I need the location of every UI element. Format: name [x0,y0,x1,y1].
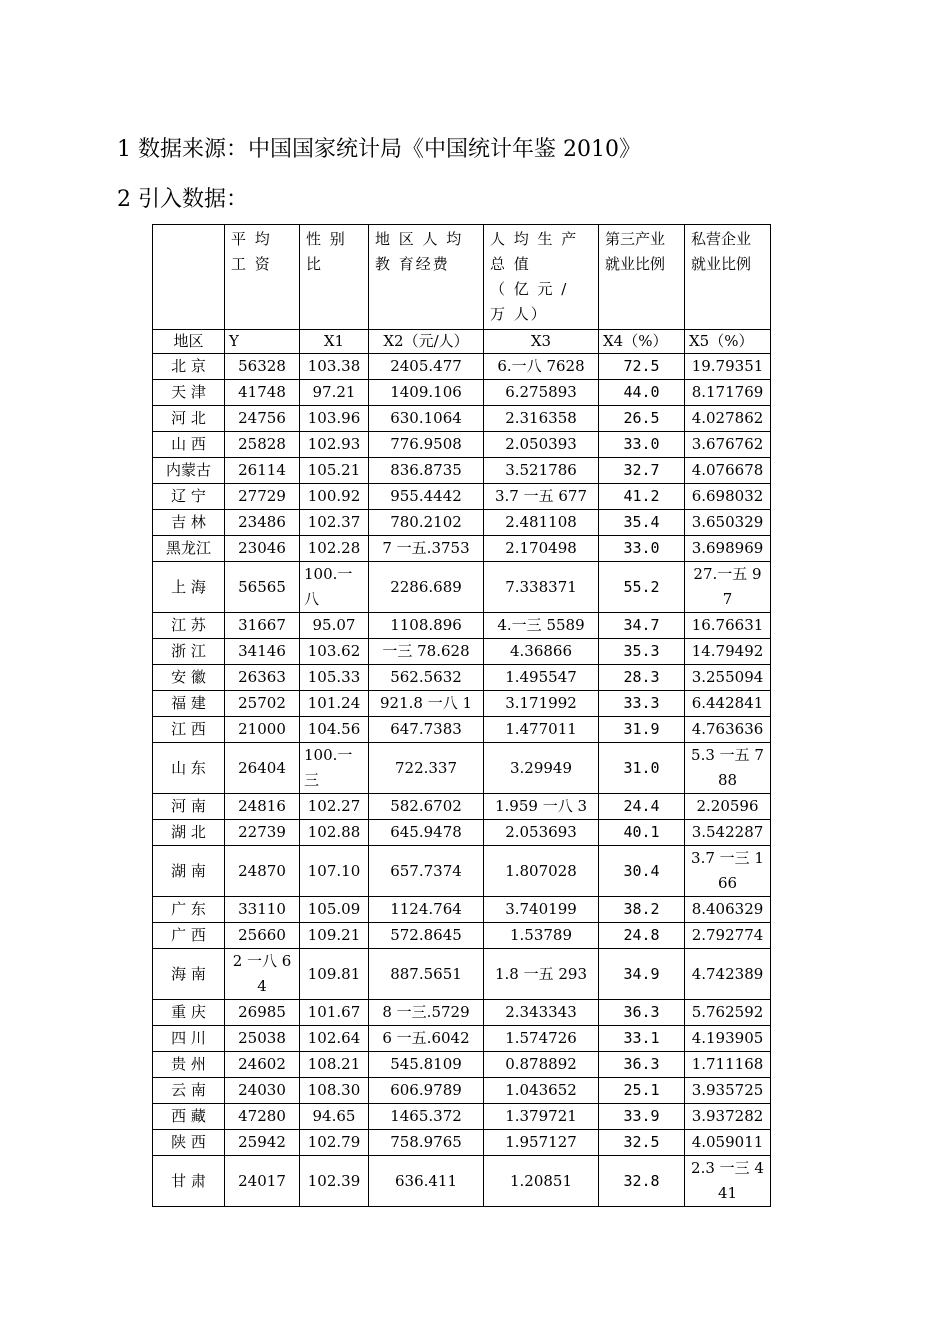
region-cell: 湖 北 [153,820,225,846]
region-cell: 甘 肃 [153,1156,225,1207]
wage-cell: 25702 [225,691,300,717]
wage-cell: 21000 [225,717,300,743]
sex-ratio-cell: 108.21 [300,1052,369,1078]
private-cell: 1.711168 [685,1052,771,1078]
region-cell: 四 川 [153,1026,225,1052]
sex-ratio-cell: 103.62 [300,639,369,665]
region-cell: 广 东 [153,897,225,923]
tertiary-cell: 24.8 [599,923,685,949]
wage-cell: 24870 [225,846,300,897]
private-cell: 8.171769 [685,380,771,406]
table-row [153,820,771,846]
region-cell: 湖 南 [153,846,225,897]
education-cell: 630.1064 [369,406,484,432]
private-cell: 5.3 一五 788 [685,743,771,794]
sex-ratio-cell: 94.65 [300,1104,369,1130]
private-cell: 27.一五 97 [685,562,771,613]
private-cell: 3.542287 [685,820,771,846]
header-cell-wage: 平 均 工 资 [225,225,300,330]
sex-ratio-cell: 105.09 [300,897,369,923]
education-cell: 2286.689 [369,562,484,613]
header-row [153,225,771,330]
table-row [153,1078,771,1104]
tertiary-cell: 40.1 [599,820,685,846]
wage-cell: 25038 [225,1026,300,1052]
gdp-cell: 1.8 一五 293 [484,949,599,1000]
sex-ratio-cell: 103.96 [300,406,369,432]
private-cell: 6.442841 [685,691,771,717]
private-cell: 2.3 一三 441 [685,1156,771,1207]
gdp-cell: 2.481108 [484,510,599,536]
education-cell: 606.9789 [369,1078,484,1104]
table-row [153,458,771,484]
education-cell: 647.7383 [369,717,484,743]
education-cell: 562.5632 [369,665,484,691]
education-cell: 7 一五.3753 [369,536,484,562]
education-cell: 758.9765 [369,1130,484,1156]
gdp-cell: 3.740199 [484,897,599,923]
region-cell: 天 津 [153,380,225,406]
private-cell: 4.742389 [685,949,771,1000]
private-cell: 5.762592 [685,1000,771,1026]
wage-cell: 34146 [225,639,300,665]
wage-cell: 41748 [225,380,300,406]
table-row [153,743,771,794]
wage-cell: 31667 [225,613,300,639]
tertiary-cell: 30.4 [599,846,685,897]
private-cell: 4.763636 [685,717,771,743]
table-row [153,639,771,665]
education-cell: 8 一三.5729 [369,1000,484,1026]
private-cell: 19.79351 [685,354,771,380]
header-cell-region [153,225,225,330]
region-cell: 吉 林 [153,510,225,536]
sex-ratio-cell: 100.一三 [300,743,369,794]
tertiary-cell: 34.7 [599,613,685,639]
private-cell: 8.406329 [685,897,771,923]
tertiary-cell: 26.5 [599,406,685,432]
gdp-cell: 7.338371 [484,562,599,613]
header-cell-sex-ratio: 性 别 比 [300,225,369,330]
gdp-cell: 6.275893 [484,380,599,406]
wage-cell: 24030 [225,1078,300,1104]
education-cell: 2405.477 [369,354,484,380]
table-row [153,510,771,536]
education-cell: 572.8645 [369,923,484,949]
region-cell: 重 庆 [153,1000,225,1026]
private-cell: 3.650329 [685,510,771,536]
region-cell: 陕 西 [153,1130,225,1156]
education-cell: 776.9508 [369,432,484,458]
header-cell-tertiary: 第三产业就业比例 [599,225,685,330]
table-row [153,613,771,639]
region-cell: 江 苏 [153,613,225,639]
region-cell: 福 建 [153,691,225,717]
table-row [153,717,771,743]
tertiary-cell: 33.3 [599,691,685,717]
gdp-cell: 1.53789 [484,923,599,949]
region-cell: 山 西 [153,432,225,458]
education-cell: 1409.106 [369,380,484,406]
data-table [152,224,771,1207]
region-cell: 广 西 [153,923,225,949]
sex-ratio-cell: 100.92 [300,484,369,510]
private-cell: 14.79492 [685,639,771,665]
gdp-cell: 2.170498 [484,536,599,562]
wage-cell: 24816 [225,794,300,820]
gdp-cell: 0.878892 [484,1052,599,1078]
region-cell: 安 徽 [153,665,225,691]
education-cell: 1465.372 [369,1104,484,1130]
education-cell: 887.5651 [369,949,484,1000]
region-cell: 贵 州 [153,1052,225,1078]
sex-ratio-cell: 109.81 [300,949,369,1000]
tertiary-cell: 34.9 [599,949,685,1000]
table-row [153,923,771,949]
table-row [153,846,771,897]
region-cell: 海 南 [153,949,225,1000]
gdp-cell: 1.957127 [484,1130,599,1156]
sex-ratio-cell: 102.39 [300,1156,369,1207]
gdp-cell: 2.316358 [484,406,599,432]
sex-ratio-cell: 109.21 [300,923,369,949]
private-cell: 6.698032 [685,484,771,510]
subheader-cell: X1 [300,330,369,354]
tertiary-cell: 32.8 [599,1156,685,1207]
private-cell: 4.027862 [685,406,771,432]
education-cell: 836.8735 [369,458,484,484]
table-row [153,794,771,820]
table-row [153,897,771,923]
education-cell: 722.337 [369,743,484,794]
region-cell: 河 北 [153,406,225,432]
education-cell: 582.6702 [369,794,484,820]
sex-ratio-cell: 97.21 [300,380,369,406]
wage-cell: 23486 [225,510,300,536]
wage-cell: 25942 [225,1130,300,1156]
tertiary-cell: 72.5 [599,354,685,380]
wage-cell: 27729 [225,484,300,510]
gdp-cell: 2.050393 [484,432,599,458]
region-cell: 内蒙古 [153,458,225,484]
wage-cell: 26985 [225,1000,300,1026]
table-row [153,1156,771,1207]
table-row [153,536,771,562]
education-cell: 1108.896 [369,613,484,639]
table-row [153,1104,771,1130]
sex-ratio-cell: 105.21 [300,458,369,484]
subheader-cell: Y [225,330,300,354]
wage-cell: 24756 [225,406,300,432]
source-heading: 1 数据来源：中国国家统计局《中国统计年鉴 2010》 [117,137,641,162]
region-cell: 北 京 [153,354,225,380]
sex-ratio-cell: 104.56 [300,717,369,743]
gdp-cell: 3.171992 [484,691,599,717]
header-cell-private: 私营企业就业比例 [685,225,771,330]
region-cell: 黑龙江 [153,536,225,562]
private-cell: 2.20596 [685,794,771,820]
tertiary-cell: 32.5 [599,1130,685,1156]
sex-ratio-cell: 102.37 [300,510,369,536]
wage-cell: 26114 [225,458,300,484]
tertiary-cell: 24.4 [599,794,685,820]
private-cell: 3.7 一三 166 [685,846,771,897]
table-row [153,354,771,380]
private-cell: 16.76631 [685,613,771,639]
tertiary-cell: 33.9 [599,1104,685,1130]
tertiary-cell: 55.2 [599,562,685,613]
gdp-cell: 4.36866 [484,639,599,665]
private-cell: 3.698969 [685,536,771,562]
private-cell: 3.937282 [685,1104,771,1130]
wage-cell: 24602 [225,1052,300,1078]
tertiary-cell: 28.3 [599,665,685,691]
gdp-cell: 1.477011 [484,717,599,743]
sex-ratio-cell: 102.93 [300,432,369,458]
wage-cell: 56328 [225,354,300,380]
tertiary-cell: 32.7 [599,458,685,484]
table-row [153,1130,771,1156]
wage-cell: 26404 [225,743,300,794]
wage-cell: 2 一八 64 [225,949,300,1000]
tertiary-cell: 44.0 [599,380,685,406]
sex-ratio-cell: 101.24 [300,691,369,717]
subheader-cell: X4（%） [599,330,685,354]
subheader-cell: X3 [484,330,599,354]
tertiary-cell: 25.1 [599,1078,685,1104]
wage-cell: 24017 [225,1156,300,1207]
education-cell: 921.8 一八 1 [369,691,484,717]
table-row [153,406,771,432]
table-row [153,1052,771,1078]
sex-ratio-cell: 102.64 [300,1026,369,1052]
gdp-cell: 1.807028 [484,846,599,897]
sex-ratio-cell: 102.27 [300,794,369,820]
sex-ratio-cell: 108.30 [300,1078,369,1104]
gdp-cell: 6.一八 7628 [484,354,599,380]
gdp-cell: 1.379721 [484,1104,599,1130]
sex-ratio-cell: 95.07 [300,613,369,639]
header-cell-gdp: 人 均 生 产 总 值 （ 亿 元 / 万 人） [484,225,599,330]
table-row [153,484,771,510]
tertiary-cell: 33.0 [599,432,685,458]
tertiary-cell: 41.2 [599,484,685,510]
gdp-cell: 1.043652 [484,1078,599,1104]
education-cell: 一三 78.628 [369,639,484,665]
tertiary-cell: 33.0 [599,536,685,562]
private-cell: 4.059011 [685,1130,771,1156]
sex-ratio-cell: 101.67 [300,1000,369,1026]
gdp-cell: 2.343343 [484,1000,599,1026]
region-cell: 河 南 [153,794,225,820]
table-row [153,665,771,691]
wage-cell: 47280 [225,1104,300,1130]
gdp-cell: 3.521786 [484,458,599,484]
wage-cell: 56565 [225,562,300,613]
education-cell: 955.4442 [369,484,484,510]
wage-cell: 23046 [225,536,300,562]
table-row [153,691,771,717]
wage-cell: 25660 [225,923,300,949]
gdp-cell: 4.一三 5589 [484,613,599,639]
wage-cell: 25828 [225,432,300,458]
region-cell: 上 海 [153,562,225,613]
region-cell: 辽 宁 [153,484,225,510]
tertiary-cell: 31.9 [599,717,685,743]
region-cell: 西 藏 [153,1104,225,1130]
education-cell: 6 一五.6042 [369,1026,484,1052]
subheader-cell: X2（元/人） [369,330,484,354]
gdp-cell: 2.053693 [484,820,599,846]
gdp-cell: 1.20851 [484,1156,599,1207]
table-row [153,562,771,613]
sex-ratio-cell: 107.10 [300,846,369,897]
tertiary-cell: 36.3 [599,1052,685,1078]
tertiary-cell: 31.0 [599,743,685,794]
private-cell: 2.792774 [685,923,771,949]
private-cell: 3.255094 [685,665,771,691]
region-cell: 浙 江 [153,639,225,665]
gdp-cell: 1.959 一八 3 [484,794,599,820]
gdp-cell: 1.574726 [484,1026,599,1052]
tertiary-cell: 33.1 [599,1026,685,1052]
education-cell: 636.411 [369,1156,484,1207]
sex-ratio-cell: 102.79 [300,1130,369,1156]
subheader-row [153,330,771,354]
region-cell: 江 西 [153,717,225,743]
education-cell: 545.8109 [369,1052,484,1078]
subheader-cell: 地区 [153,330,225,354]
tertiary-cell: 35.3 [599,639,685,665]
table-row [153,380,771,406]
wage-cell: 22739 [225,820,300,846]
table-row [153,1026,771,1052]
sex-ratio-cell: 102.28 [300,536,369,562]
education-cell: 780.2102 [369,510,484,536]
gdp-cell: 1.495547 [484,665,599,691]
header-cell-education: 地 区 人 均 教 育经费 [369,225,484,330]
subheader-cell: X5（%） [685,330,771,354]
sex-ratio-cell: 105.33 [300,665,369,691]
data-heading: 2 引入数据： [117,187,248,212]
private-cell: 4.076678 [685,458,771,484]
sex-ratio-cell: 103.38 [300,354,369,380]
gdp-cell: 3.29949 [484,743,599,794]
sex-ratio-cell: 100.一八 [300,562,369,613]
education-cell: 1124.764 [369,897,484,923]
private-cell: 3.676762 [685,432,771,458]
tertiary-cell: 38.2 [599,897,685,923]
private-cell: 3.935725 [685,1078,771,1104]
tertiary-cell: 36.3 [599,1000,685,1026]
region-cell: 山 东 [153,743,225,794]
private-cell: 4.193905 [685,1026,771,1052]
wage-cell: 33110 [225,897,300,923]
education-cell: 657.7374 [369,846,484,897]
sex-ratio-cell: 102.88 [300,820,369,846]
education-cell: 645.9478 [369,820,484,846]
tertiary-cell: 35.4 [599,510,685,536]
gdp-cell: 3.7 一五 677 [484,484,599,510]
table-row [153,949,771,1000]
region-cell: 云 南 [153,1078,225,1104]
wage-cell: 26363 [225,665,300,691]
table-row [153,432,771,458]
table-row [153,1000,771,1026]
